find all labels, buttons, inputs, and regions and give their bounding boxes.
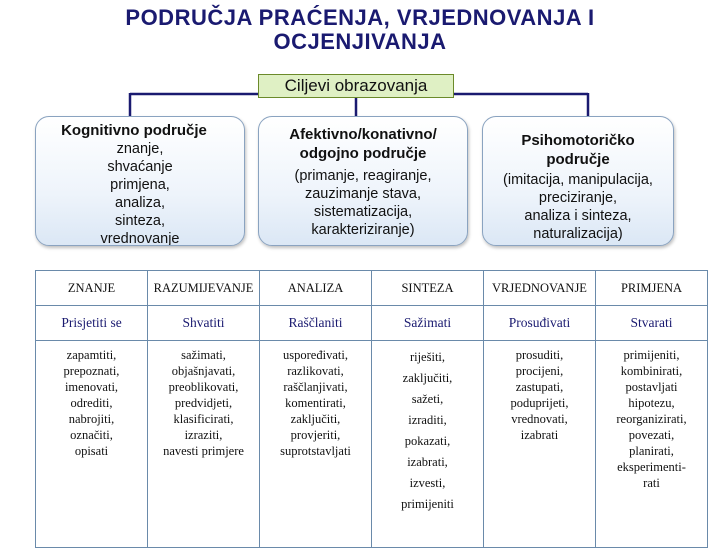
domain-box-cognitive [35, 116, 245, 246]
domain-line: sinteza, [115, 213, 165, 229]
verb: zaključiti, [402, 371, 453, 385]
level-cell: PRIMJENA [596, 271, 708, 306]
domain-heading [259, 125, 467, 163]
verb: navesti primjere [163, 444, 244, 458]
taxonomy-table [35, 270, 708, 548]
verb: imenovati, [64, 380, 119, 394]
domain-heading-line: odgojno područje [299, 145, 427, 162]
domain-line: shvaćanje [107, 159, 173, 175]
table-row-verbs [36, 341, 708, 548]
title-line-1: PODRUČJA PRAĆENJA, VRJEDNOVANJA I [125, 5, 595, 30]
verb: planirati, [629, 444, 674, 458]
verb: poduprijeti, [510, 396, 569, 410]
verb: klasificirati, [173, 412, 234, 426]
verb: reorganizirati, [616, 412, 687, 426]
verb: eksperimenti- [617, 460, 686, 474]
domain-heading [483, 131, 673, 169]
verb: razlikovati, [287, 364, 344, 378]
verb: povezati, [628, 428, 675, 442]
domain-line: primjena, [110, 177, 170, 193]
table-row-actions [36, 306, 708, 341]
domain-heading-line: područje [546, 151, 610, 168]
domain-line: karakteriziranje) [311, 222, 415, 238]
verb: odrediti, [70, 396, 113, 410]
action-cell: Raščlaniti [260, 306, 372, 341]
verb: zapamtiti, [66, 348, 117, 362]
verb: prosuditi, [515, 348, 564, 362]
domain-description [36, 140, 244, 246]
verb: opisati [74, 444, 109, 458]
domain-line: preciziranje, [538, 190, 618, 206]
verb: pokazati, [404, 434, 451, 448]
verb: objašnjavati, [171, 364, 236, 378]
domain-heading-line: Afektivno/konativno/ [289, 126, 437, 143]
verbs-cell [148, 341, 260, 548]
verb: izabrati [520, 428, 559, 442]
domain-line: zauzimanje stava, [304, 186, 422, 202]
action-cell: Prosuđivati [484, 306, 596, 341]
domain-heading: Kognitivno područje [61, 122, 207, 139]
domain-line: znanje, [116, 141, 164, 157]
action-cell: Sažimati [372, 306, 484, 341]
verb: primijeniti [401, 497, 454, 511]
verb: suprotstavljati [280, 444, 351, 458]
title-line-2: OCJENJIVANJA [273, 29, 447, 54]
verb: raščlanjivati, [283, 380, 348, 394]
verb: izvesti, [409, 476, 446, 490]
verb: rati [643, 476, 660, 490]
verb: uspoređivati, [283, 348, 348, 362]
goal-box: Ciljevi obrazovanja [258, 74, 454, 98]
verb: sažimati, [181, 348, 226, 362]
domain-line: (imitacija, manipulacija, [503, 172, 653, 188]
level-cell: VRJEDNOVANJE [484, 271, 596, 306]
level-cell: RAZUMIJEVANJE [148, 271, 260, 306]
verbs-cell [36, 341, 148, 548]
domain-line: analiza, [115, 195, 165, 211]
verb: hipotezu, [628, 396, 675, 410]
verb: provjeriti, [290, 428, 341, 442]
level-cell: ZNANJE [36, 271, 148, 306]
verb: sažeti, [411, 392, 444, 406]
domain-line: analiza i sinteza, [524, 208, 632, 224]
verb: primijeniti, [623, 348, 680, 362]
action-cell: Shvatiti [148, 306, 260, 341]
verb: označiti, [70, 428, 113, 442]
action-cell: Stvarati [596, 306, 708, 341]
level-cell: SINTEZA [372, 271, 484, 306]
verbs-cell [484, 341, 596, 548]
domain-line: sistematizacija, [313, 204, 413, 220]
domain-description [483, 171, 673, 243]
verbs-cell [372, 341, 484, 548]
verbs-cell [596, 341, 708, 548]
verb: izabrati, [407, 455, 448, 469]
verb: komentirati, [285, 396, 346, 410]
action-cell: Prisjetiti se [36, 306, 148, 341]
verb: procijeni, [515, 364, 564, 378]
domain-line: (primanje, reagiranje, [294, 168, 432, 184]
domain-line: vrednovanje [100, 231, 180, 246]
verb: riješiti, [409, 350, 446, 364]
domain-heading-line: Psihomotoričko [521, 132, 635, 149]
verbs-cell [260, 341, 372, 548]
verb: zastupati, [515, 380, 564, 394]
domain-box-psychomotor [482, 116, 674, 246]
verb: izraziti, [184, 428, 223, 442]
domain-line: naturalizacija) [533, 226, 623, 242]
domain-box-affective [258, 116, 468, 246]
verb: nabrojiti, [68, 412, 115, 426]
verb: postavljati [625, 380, 678, 394]
domain-description [259, 167, 467, 239]
level-cell: ANALIZA [260, 271, 372, 306]
verb: vrednovati, [511, 412, 568, 426]
verb: zaključiti, [290, 412, 341, 426]
verb: prepoznati, [63, 364, 120, 378]
verb: preoblikovati, [168, 380, 239, 394]
table-row-levels [36, 271, 708, 306]
verb: kombinirati, [620, 364, 683, 378]
verb: predvidjeti, [174, 396, 233, 410]
verb: izraditi, [408, 413, 447, 427]
